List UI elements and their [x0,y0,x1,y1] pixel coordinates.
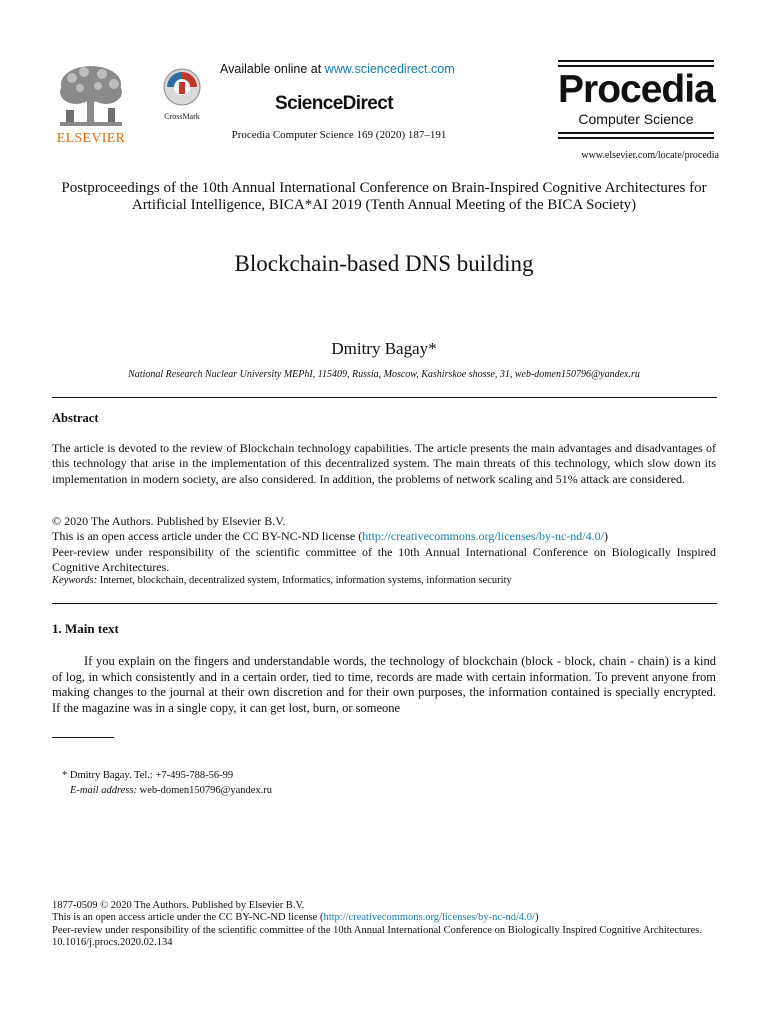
journal-citation: Procedia Computer Science 169 (2020) 187–191 [231,129,447,141]
procedia-name: Procedia [558,68,715,111]
abstract-license-block [52,514,716,575]
abstract-heading: Abstract [52,411,99,425]
divider-bottom [52,603,717,604]
license-line [52,529,716,544]
copyright-line: © 2020 The Authors. Published by Elsevier B.V. [52,514,286,528]
keywords-label: Keywords: [52,575,98,586]
crossmark-icon [163,68,201,106]
conference-title: Postproceedings of the 10th Annual International Conference on Brain-Inspired Cognitive Architectures for Artificial Intelligence, BICA*AI 2019 (Tenth Annual Meeting of the BICA Society) [61,180,707,213]
procedia-logo [558,60,714,142]
procedia-rule-top-2 [558,65,714,67]
divider-top [52,397,717,398]
keywords-line [52,575,716,586]
license-link[interactable]: http://creativecommons.org/licenses/by-nc-nd/4.0/ [362,529,604,544]
section-paragraph: If you explain on the fingers and understandable words, the technology of blockchain (block - block, chain - chain) is a kind of log, in which consistently and in a certain order, tied to time, records are made with certain information. To prevent anyone from making changes to the journal at their own discretion and for their own purposes, the information contained is specially encrypted. If the magazine was in a single copy, it can get lost, burn, or someone [52,654,716,715]
section-heading: 1. Main text [52,621,119,636]
procedia-subtitle: Computer Science [578,111,694,127]
footer-license-line [52,912,716,924]
keywords-list: Internet, blockchain, decentralized system, Informatics, information systems, information security [99,575,512,586]
license-suffix: ) [603,529,608,544]
footnote-email [70,785,272,796]
procedia-rule-bottom-2 [558,137,714,139]
journal-url[interactable]: www.elsevier.com/locate/procedia [581,150,719,161]
author-affiliation: National Research Nuclear University MEPhI, 115409, Russia, Moscow, Kashirskoe shosse, 31, web-domen150796@yandex.ru [128,369,640,380]
author-name: Dmitry Bagay* [331,339,437,358]
sciencedirect-link[interactable]: www.sciencedirect.com [324,62,455,76]
available-online-label: Available online at [220,62,325,76]
doi-line[interactable]: 10.1016/j.procs.2020.02.134 [52,936,173,948]
footer-license-prefix: This is an open access article under the CC BY-NC-ND license ( [52,912,324,924]
footer-peer-review: Peer-review under responsibility of the scientific committee of the 10th Annual International Conference on Biologically Inspired Cognitive Architectures. [52,924,703,936]
page-footer [52,900,716,949]
procedia-rule-bottom [558,132,714,134]
footer-license-link[interactable]: http://creativecommons.org/licenses/by-nc-nd/4.0/ [323,912,535,924]
email-label: E-mail address: [70,785,137,796]
footnote-author: * Dmitry Bagay. Tel.: +7-495-788-56-99 [62,770,234,781]
elsevier-wordmark: ELSEVIER [56,131,126,146]
crossmark-label: CrossMark [164,112,200,121]
license-prefix: This is an open access article under the CC BY-NC-ND license ( [52,529,363,544]
footer-license-suffix: ) [534,912,539,924]
email-value: web-domen150796@yandex.ru [136,785,273,796]
procedia-rule-top [558,60,714,62]
peer-review-line: Peer-review under responsibility of the scientific committee of the 10th Annual International Conference on Biologically Inspired Cognitive Architectures. [52,544,716,574]
footnote-rule [52,737,114,738]
crossmark-badge[interactable] [160,68,204,121]
abstract-text: The article is devoted to the review of Blockchain technology capabilities. The article presents the main advantages and disadvantages of this technology that arise in the implementation of this decentralized system. The main threats of this technology, which slow down its implementation in modern society, are also considered. In addition, the problems of network scaling and 51% attack are considered. [52,441,716,486]
issn-line: 1877-0509 © 2020 The Authors. Published by Elsevier B.V. [52,900,305,911]
sciencedirect-title: ScienceDirect [275,93,393,114]
paper-title: Blockchain-based DNS building [234,251,534,276]
available-online-line [220,62,480,76]
